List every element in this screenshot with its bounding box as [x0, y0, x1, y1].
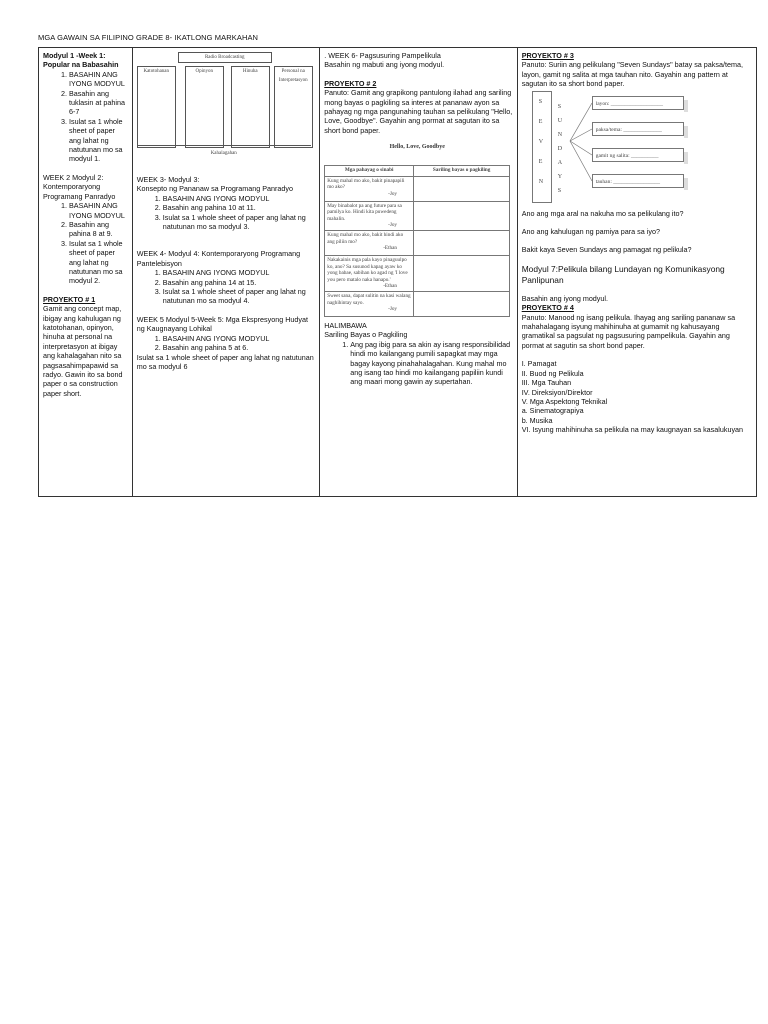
list-item: 3. Isulat sa 1 whole sheet of paper ang lahat ng natutunan mo sa modyul 1.: [69, 117, 128, 164]
diagram-letter: D: [557, 145, 563, 152]
quote-speaker: -Ethan: [383, 245, 398, 252]
diagram-box-interpretasyon: Personal na Interpretasyon: [274, 66, 313, 148]
table-row: [325, 292, 510, 317]
bayas-table: [324, 165, 510, 317]
diagram-letter: E: [538, 158, 543, 165]
quote-text: Kung mahal mo ako, bakit hindi ako ang piliin mo?: [327, 232, 404, 245]
field-gamit-ng-salita: gamit ng salita: __________: [592, 148, 684, 162]
diagram-bottom-box: [137, 145, 311, 160]
diagram-letter: U: [557, 117, 563, 124]
activity-grid: [38, 47, 757, 497]
diagram-letter: S: [538, 98, 543, 105]
list-item: 1. BASAHIN ANG IYONG MODYUL: [69, 201, 128, 220]
week5-note: Isulat sa 1 whole sheet of paper ang lahat ng natutunan mo sa modyul 6: [136, 352, 314, 371]
table-header: Sariling bayas o pagkiling: [414, 165, 510, 176]
diagram-bottom-label: Kahalagahan: [210, 151, 237, 156]
diagram-box-opinyon: Opinyon: [185, 66, 224, 148]
list-item: 2. Basahin ang pahina 10 at 11.: [163, 203, 315, 212]
week6-subheading: Basahin ng mabuti ang iyong modyul.: [324, 60, 445, 70]
table-row: [325, 231, 510, 256]
week2-heading: WEEK 2 Modyul 2: Kontemporaryong Programang Panradyo: [43, 172, 116, 201]
column-modyul-1-2: [39, 48, 133, 496]
outline-item: V. Mga Aspektong Teknikal: [521, 396, 608, 406]
modyul1-heading: Modyul 1 -Week 1:: [43, 51, 106, 60]
modyul2-list: [43, 201, 128, 286]
quote-speaker: -Joy: [388, 190, 398, 197]
outline-item: b. Musika: [521, 415, 553, 425]
modyul1-list: [43, 70, 128, 164]
field-paksa-tema: paksa/tema: ______________: [592, 122, 684, 136]
halimbawa-subheading: Sariling Bayas o Pagkiling: [324, 330, 408, 340]
list-item: 2. Basahin ang tuklasin at pahina 6-7: [69, 89, 128, 117]
column-proyekto-3-4: [518, 48, 756, 496]
quote-speaker: -Ethan: [383, 283, 398, 290]
halimbawa-list: [324, 340, 512, 387]
diagram-letter: N: [557, 131, 563, 138]
list-item: 3. Isulat sa 1 whole sheet of paper ang lahat ng natutunan mo sa modyul 3.: [163, 213, 315, 232]
week6-heading: . WEEK 6- Pagsusuring Pampelikula: [324, 51, 441, 60]
list-item: 1. BASAHIN ANG IYONG MODYUL: [163, 194, 315, 203]
proyekto-3-text: Panuto: Suriin ang pelikulang "Seven Sundays" batay sa paksa/tema, layon, gamit ng salita at mga tauhan nito. Gayahin ang pattern at sagutan ito sa short bond paper.: [521, 60, 743, 89]
question-3: Bakit kaya Seven Sundays ang pamagat ng pelikula?: [521, 245, 692, 255]
question-1: Ano ang mga aral na nakuha mo sa pelikulang ito?: [521, 208, 684, 218]
table-row: [325, 201, 510, 230]
list-item: 3. Isulat sa 1 whole sheet of paper ang lahat ng natutunan mo sa modyul 2.: [69, 239, 128, 286]
diagram-letter: N: [538, 178, 544, 185]
worksheet-title: Hello, Love, Goodbye: [389, 144, 445, 151]
list-item: 1. Ang pag ibig para sa akin ay isang responsibilidad hindi mo kailangang pumili sapagkat may mga bagay kayong pinahahalagahan. Kung mahal mo ang isang tao hindi mo kailangang papiliin kundi ang maari mong gawin ay supertahan.: [350, 340, 512, 387]
seven-sundays-diagram: [532, 91, 722, 255]
proyekto-1-text: Gamit ang concept map, ibigay ang kahulugan ng katotohanan, opinyon, hinuha at personal na interpretasyon at ibigay ang kahalagahan nito sa pagsasahimpapawid sa radyo. Gawin ito sa bond paper o sa construction paper short.: [43, 304, 123, 398]
proyekto-1-heading: PROYEKTO # 1: [43, 294, 96, 304]
field-layon: layon: ___________________: [592, 96, 684, 110]
proyekto-2-text: Panuto: Gamit ang grapikong pantulong ilahad ang sariling mong bayas o pagkiling sa interes at pananaw ayon sa pahayag ng mga pangunahing tauhan sa pelikulang "Hello, Love, Goodbye". Gayahin ang pormat at sagutan ito sa short bond paper.: [324, 88, 513, 135]
list-item: 3. Isulat sa 1 whole sheet of paper ang lahat ng natutunan mo sa modyul 4.: [163, 287, 315, 306]
proyekto-4-heading: PROYEKTO # 4: [521, 303, 574, 313]
table-header: Mga pahayag o sinabi: [325, 165, 414, 176]
quote-speaker: -Joy: [388, 306, 398, 313]
proyekto-4-text: Panuto: Manood ng isang pelikula. Ihayag ang sariling pananaw sa mahahalagang isyung mahihinuha at gumamit ng kahusayang gramatikal sa pagsulat ng pagsusuring pampelikula. Gayahin ang pormat at sagutin sa short bond paper.: [521, 312, 736, 350]
proyekto-3-heading: PROYEKTO # 3: [521, 51, 574, 60]
document-title: MGA GAWAIN SA FILIPINO GRADE 8- IKATLONG MARKAHAN: [38, 33, 259, 42]
radio-concept-map: [137, 50, 311, 160]
outline-item: IV. Direksiyon/Direktor: [521, 387, 593, 397]
diagram-box-katotohanan: Katotohanan: [137, 66, 176, 148]
outline-item: VI. Isyung mahihinuha sa pelikula na may kaugnayan sa kasalukuyan: [521, 425, 744, 435]
list-item: 1. BASAHIN ANG IYONG MODYUL: [163, 268, 315, 277]
hello-love-goodbye-worksheet: [324, 137, 510, 317]
outline-item: III. Mga Tauhan: [521, 378, 572, 388]
quote-text: Sweet sana, dapat sulitin na kasi walang naghihintay sayo.: [327, 293, 411, 306]
list-item: 2. Basahin ang pahina 14 at 15.: [163, 278, 315, 287]
list-item: 2. Basahin ang pahina 5 at 6.: [163, 343, 315, 352]
question-2: Ano ang kahulugan ng pamiya para sa iyo?: [521, 227, 660, 237]
column-week-6: [320, 48, 517, 496]
basahin-text: Basahin ang iyong modyul.: [521, 293, 608, 303]
modyul4-list: [137, 268, 315, 306]
diagram-letter: E: [538, 118, 543, 125]
list-item: 1. BASAHIN ANG IYONG MODYUL: [163, 334, 315, 343]
diagram-top-box: Radio Broadcasting: [178, 52, 272, 63]
modyul5-list: [137, 334, 315, 353]
field-tauhan: tauhan: _________________: [592, 174, 684, 188]
outline-item: a. Sinematograpiya: [521, 406, 584, 416]
halimbawa-heading: HALIMBAWA: [324, 321, 367, 330]
diagram-letter: S: [557, 103, 562, 110]
modyul-7-heading: Modyul 7:Pelikula bilang Lundayan ng Komunikasyong Panlipunan: [521, 263, 725, 285]
outline-item: II. Buod ng Pelikula: [521, 368, 584, 378]
column-modyul-3-5: [133, 48, 320, 496]
diagram-letter: S: [557, 187, 562, 194]
week5-heading: WEEK 5 Modyul 5-Week 5: Mga Ekspresyong Hudyat ng Kaugnayang Lohikal: [136, 314, 308, 334]
week3-subheading: Konsepto ng Pananaw sa Programang Panradyo: [136, 184, 293, 194]
connector-line: [570, 141, 592, 155]
outline-item: I. Pamagat: [521, 359, 557, 369]
table-row: [325, 256, 510, 292]
list-item: 1. BASAHIN ANG IYONG MODYUL: [69, 70, 128, 89]
week3-heading: WEEK 3- Modyul 3:: [136, 175, 200, 184]
modyul3-list: [137, 194, 315, 232]
quote-text: May binabalot pa ang future para sa pamilya ko. Hindi kita puwedeng mahalin.: [327, 202, 402, 222]
quote-text: Nakakainis mga pala kayo pinaguulpo ko, ano? Sa susunod kapag ayaw ko yong babae, sabihan ko agad ng 'I love you pero matalo naka hanapo.': [327, 257, 408, 283]
quote-text: Kung mahal mo ako, bakit pinapapili mo ako?: [327, 177, 405, 191]
table-row: [325, 176, 510, 201]
connector-line: [570, 141, 592, 181]
proyekto-2-heading: PROYEKTO # 2: [324, 78, 377, 88]
diagram-letter: V: [538, 138, 544, 145]
modyul1-subheading: Popular na Babasahin: [43, 60, 119, 70]
diagram-letter: A: [557, 159, 563, 166]
diagram-box-hinuha: Hinuha: [231, 66, 270, 148]
week4-heading: WEEK 4- Modyul 4: Kontemporaryong Programang Pantelebisyon: [136, 249, 301, 268]
list-item: 2. Basahin ang pahina 8 at 9.: [69, 220, 128, 239]
quote-speaker: -Joy: [388, 222, 398, 229]
diagram-letter: Y: [557, 173, 563, 180]
